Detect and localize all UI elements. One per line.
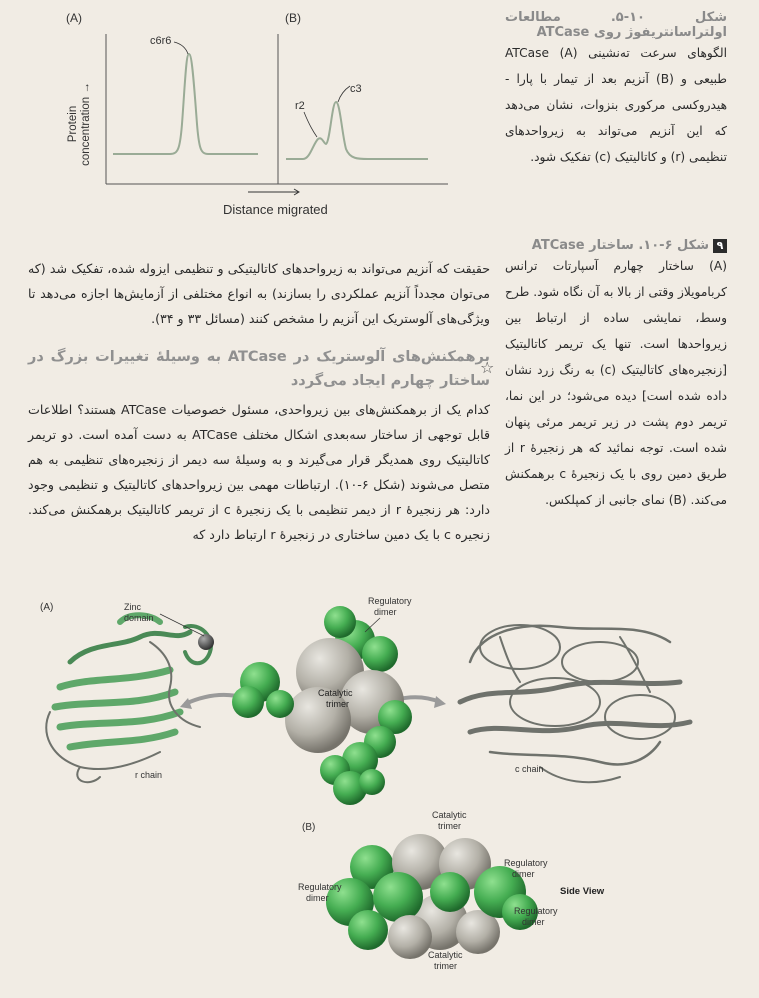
- x-axis-label: Distance migrated: [223, 202, 328, 217]
- atcase-structure-figure: [0, 592, 759, 994]
- figure-panel-b-label: (B): [302, 822, 316, 833]
- graph-b-peak1-label: r2: [295, 100, 305, 112]
- r-chain-label: r chain: [135, 770, 163, 780]
- y-axis-label: [67, 82, 92, 166]
- graph-b-curve: [286, 102, 428, 159]
- figure-6-caption: [505, 238, 727, 513]
- b-catalytic-top-label-line2: trimer: [438, 821, 461, 831]
- y-axis-label-line1: Protein: [67, 105, 79, 143]
- catalytic-trimer-center-label-line1: Catalytic: [318, 688, 353, 698]
- graph-a-peak-label: c6r6: [150, 35, 172, 47]
- main-text: [28, 256, 490, 547]
- star-mark-icon: ☆: [480, 358, 495, 377]
- y-axis-label-line2: concentration →: [80, 82, 92, 166]
- figure-5-caption-title: شکل ۱۰-۵. مطالعات اولتراسانتریفوژ روی ATCase: [505, 10, 727, 40]
- graph-b-label: (B): [285, 11, 301, 25]
- zinc-domain-label-line1: Zinc: [124, 602, 142, 612]
- b-regulatory-right-bottom-label-line1: Regulatory: [514, 906, 558, 916]
- b-regulatory-right-top-label-line2: dimer: [512, 869, 535, 879]
- catalytic-trimer-center-label-line2: trimer: [326, 699, 349, 709]
- center-complex-top-view: [232, 606, 412, 805]
- arrow-to-c-chain-head: [434, 696, 446, 708]
- figure-badge: ۹: [713, 239, 727, 253]
- graph-a-pointer: [174, 42, 188, 54]
- zinc-ion: [198, 634, 214, 650]
- figure-6-caption-title-row: [505, 238, 727, 253]
- b-regulatory-left-label-line1: Regulatory: [298, 882, 342, 892]
- figure-5-caption-body: الگوهای سرعت ته‌نشینی (A) ATCase طبیعی و (B) آنزیم بعد از تیمار با پارا - هیدروکسی مرکوری بنزوات، نشان می‌دهد که این آنزیم می‌تواند به زیرواحدهای تنظیمی (r) و کاتالیتیک (c) تفکیک شود.: [505, 46, 728, 164]
- figure-6-caption-title: شکل ۶-۱۰. ساختار ATCase: [531, 238, 709, 253]
- side-view-complex: [326, 834, 538, 959]
- graph-a-curve: [113, 54, 258, 154]
- figure-panel-a-label: (A): [40, 602, 54, 613]
- paragraph-2: کدام یک از برهمکنش‌های بین زیرواحدی، مسئول خصوصیات ATCase هستند؟ اطلاعات قابل توجهی از ساختار سه‌بعدی اشکال مختلف ATCase به دست آمده است. دو تریمر کاتالیتیک روی همدیگر قرار می‌گیرند و به وسیلهٔ سه دیمر از زنجیره‌های تنظیمی به هم متصل می‌شوند (شکل ۶-۱۰). ارتباطات مهمی بین زیرواحدهای کاتالیتیک و تنظیمی وجود دارد: هر زنجیرهٔ r از دیمر تنظیمی با یک زنجیرهٔ c از تریمر کاتالیتیک برهمکنش می‌کند. زنجیره c با یک دمین ساختاری در زنجیرهٔ r ارتباط دارد که: [28, 402, 491, 542]
- r-chain-ribbon: [46, 615, 211, 782]
- b-catalytic-bottom-label-line2: trimer: [434, 961, 457, 971]
- graph-b-pointer1: [304, 112, 317, 137]
- side-view-label: Side View: [560, 886, 605, 897]
- regulatory-dimer-top-label-line1: Regulatory: [368, 596, 412, 606]
- sedimentation-graphs-svg: [58, 4, 458, 224]
- atcase-structure-svg: [0, 592, 759, 994]
- b-regulatory-right-top-label-line1: Regulatory: [504, 858, 548, 868]
- paragraph-1: حقیقت که آنزیم می‌تواند به زیرواحدهای کاتالیتیکی و تنظیمی ایزوله شده، تفکیک شد (که می‌توان مجدداً آنزیم عملکردی را بسازند) به انواع مختلفی از آزمایش‌ها اجازه می‌دهد تا ویژگی‌های آلوستریک این آنزیم را مشخص کنند (مسائل ۳۳ و ۳۴).: [28, 261, 490, 326]
- b-regulatory-right-bottom-label-line2: dimer: [522, 917, 545, 927]
- figure-5-caption: [505, 10, 727, 170]
- graph-b-pointer2: [338, 86, 350, 102]
- c-chain-label: c chain: [515, 764, 544, 774]
- b-catalytic-top-label-line1: Catalytic: [432, 810, 467, 820]
- c-chain-ribbon: [460, 625, 690, 782]
- graph-a-label: (A): [66, 11, 82, 25]
- graph-b-peak2-label: c3: [350, 83, 362, 95]
- b-regulatory-left-label-line2: dimer: [306, 893, 329, 903]
- b-catalytic-bottom-label-line1: Catalytic: [428, 950, 463, 960]
- regulatory-dimer-top-label-line2: dimer: [374, 607, 397, 617]
- sedimentation-graphs: [58, 4, 458, 224]
- zinc-domain-label-line2: domain: [124, 613, 154, 623]
- section-heading: برهمکنش‌های آلوستریک در ATCase به وسیلهٔ تغییرات بزرگ در ساختار چهارم ایجاد می‌گردد: [28, 349, 490, 389]
- figure-6-caption-body: (A) ساختار چهارم آسپارتات ترانس کربامویلاز وقتی از بالا به آن نگاه شود. طرح وسط، نمایشی ساده از ارتباط بین زیرواحدها است. تنها یک تریمر کاتالیتیک [زنجیره‌های کاتالیتیک (c) به رنگ زرد نشان داده شده است] دیده می‌شود؛ در این نما، تریمر دوم پشت در زیر تریمر مرئی پنهان شده است. توجه نمائید که هر زنجیرهٔ r از طریق دمین روی با یک زنجیرهٔ c برهمکنش می‌کند. (B) نمای جانبی از کمپلکس.: [505, 259, 727, 507]
